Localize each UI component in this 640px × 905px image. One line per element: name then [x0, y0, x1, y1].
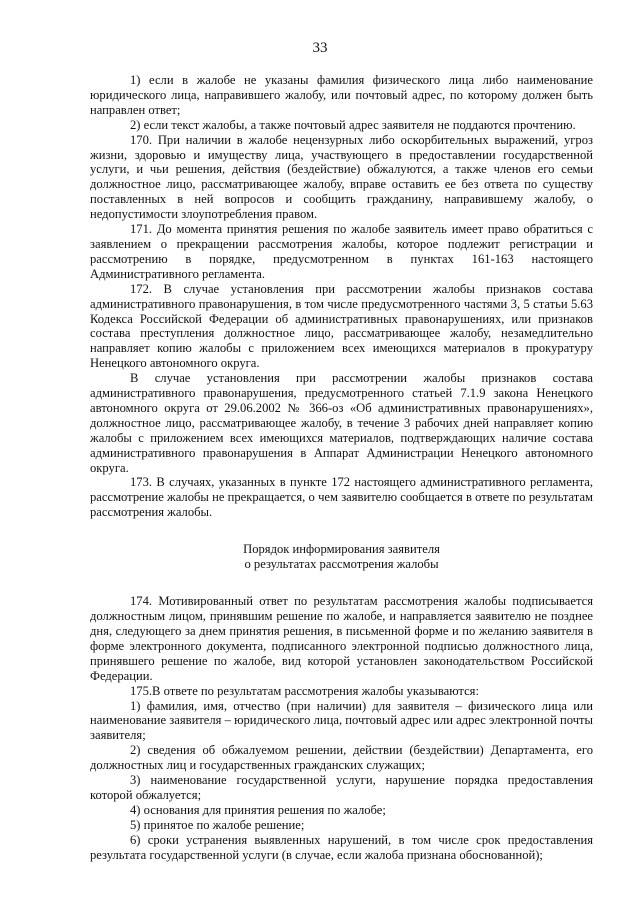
paragraph-172: 172. В случае установления при рассмотрении жалобы признаков состава административного правонарушения, в том числе предусмотренного частями 3, 5 статьи 5.63 Кодекса Российской Федерации об административных правонарушениях, или признаков состава преступления должностное лицо, рассматривающее жалобу, незамедлительно направляет копию жалобы с приложением всех имеющихся материалов в прокуратуру Ненецкого автономного округа.	[90, 281, 593, 371]
paragraph-175-item-6: 6) сроки устранения выявленных нарушений, в том числе срок предоставления результата государственной услуги (в случае, если жалоба признана обоснованной);	[90, 832, 593, 862]
paragraph-175-item-2: 2) сведения об обжалуемом решении, действии (бездействии) Департамента, его должностных лиц и государственных гражданских служащих;	[90, 743, 593, 773]
document-body	[90, 73, 593, 863]
paragraph-171: 171. До момента принятия решения по жалобе заявитель имеет право обратиться с заявлением о прекращении рассмотрения жалобы, которое подлежит регистрации и рассмотрению в порядке, предусмотренном в пунктах 161-163 настоящего Административного регламента.	[90, 222, 593, 281]
section-heading-line-2: о результатах рассмотрения жалобы	[244, 557, 439, 572]
paragraph-173: 173. В случаях, указанных в пункте 172 настоящего административного регламента, рассмотрение жалобы не прекращается, о чем заявителю сообщается в ответе по результатам рассмотрения жалобы.	[90, 475, 593, 520]
paragraph-170: 170. При наличии в жалобе нецензурных либо оскорбительных выражений, угроз жизни, здоровью и имуществу лица, участвующего в предоставлении государственной услуги, и чьи решения, действия (бездействие) обжалуются, а также членов его семьи должностное лицо, рассматривающее жалобу, вправе оставить ее без ответа по существу поставленных в ней вопросов и сообщить гражданину, направившему жалобу, о недопустимости злоупотребления правом.	[90, 132, 593, 222]
section-heading	[90, 542, 593, 572]
paragraph-175-item-4: 4) основания для принятия решения по жалобе;	[130, 802, 386, 817]
page-number: 33	[312, 40, 328, 56]
paragraph-174: 174. Мотивированный ответ по результатам рассмотрения жалобы подписывается должностным лицом, принявшим решение по жалобе, и направляется заявителю не позднее дня, следующего за днем принятия решения, в письменной форме и по желанию заявителя в форме электронного документа, подписанного электронной подписью должностного лица, принявшего решение по жалобе, вид которой установлен законодательством Российской Федерации.	[90, 594, 593, 683]
paragraph-175-item-5: 5) принятое по жалобе решение;	[130, 817, 305, 832]
paragraph-item-1: 1) если в жалобе не указаны фамилия физического лица либо наименование юридического лица, направившего жалобу, или почтовый адрес, по которому должен быть направлен ответ;	[90, 73, 593, 117]
paragraph-175-item-1: 1) фамилия, имя, отчество (при наличии) для заявителя – физического лица или наименование заявителя – юридического лица, почтовый адрес или адрес электронной почты заявителя;	[90, 698, 593, 743]
paragraph-175: 175.В ответе по результатам рассмотрения жалобы указываются:	[130, 683, 479, 698]
paragraph-item-2: 2) если текст жалобы, а также почтовый адрес заявителя не поддаются прочтению.	[130, 117, 576, 132]
paragraph-175-item-3: 3) наименование государственной услуги, нарушение порядка предоставления которой обжалуется;	[90, 773, 593, 802]
paragraph-172-continued: В случае установления при рассмотрении жалобы признаков состава административного правонарушения, предусмотренного статьей 7.1.9 закона Ненецкого автономного округа от 29.06.2002 № 366-оз «Об административных правонарушениях», должностное лицо, рассматривающее жалобу, в течение 3 рабочих дней направляет копию жалобы с приложением всех имеющихся материалов, подтверждающих наличие состава административного правонарушения в Аппарат Администрации Ненецкого автономного округа.	[90, 371, 593, 475]
section-heading-line-1: Порядок информирования заявителя	[243, 542, 440, 557]
